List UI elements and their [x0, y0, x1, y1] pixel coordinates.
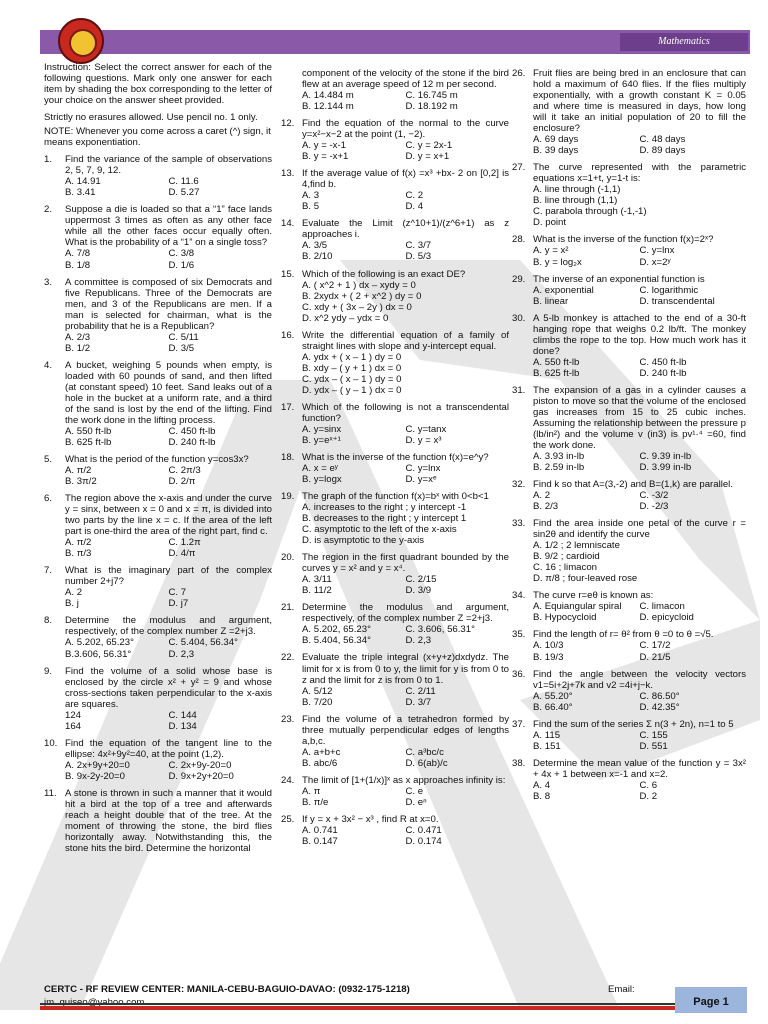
answer-choice: A. Equiangular spiral: [533, 601, 622, 613]
answer-choice: B. 9/2 ; cardioid: [533, 551, 600, 563]
question-item: [512, 385, 746, 473]
answer-choice: A. 0.741: [302, 824, 338, 836]
question-number: 29.: [512, 273, 526, 285]
question-number: 22.: [281, 652, 295, 664]
question-text: Determine the modulus and argument, respectively, of the complex number Z =2+j3.: [65, 615, 272, 638]
question-number: 25.: [281, 813, 295, 825]
answer-choice: B. 19/3: [533, 651, 564, 663]
answer-choice: 124: [65, 709, 82, 721]
answer-choice: C. 11.6: [168, 176, 199, 188]
question-number: 2.: [44, 204, 53, 216]
answer-choice: A. π: [302, 785, 321, 797]
answer-choice: D. 3/5: [168, 342, 195, 354]
answer-choice: A. ydx + ( x – 1 ) dy = 0: [302, 351, 402, 363]
question-text: The curve represented with the parametric equations x=1+t, y=1-t is:: [533, 162, 746, 185]
answer-choice: B. 7/20: [302, 696, 333, 708]
question-number: 8.: [44, 615, 53, 627]
answer-choice: C. 16.745 m: [405, 90, 458, 102]
answer-choice: D. 21/5: [639, 651, 671, 663]
answer-choice: D. y=xᵉ: [405, 474, 437, 486]
question-text: A 5-lb monkey is attached to the end of a 30-ft hanging rope that weighs 0.2 lb/ft. The monkey climbs the rope to the top. How much work has it done?: [533, 312, 746, 357]
question-item: [44, 788, 272, 854]
answer-choice: A. 3/5: [302, 240, 328, 252]
answer-choice: D. transcendental: [639, 295, 715, 307]
question-text: Write the differential equation of a family of straight lines with slope and y-intercept equal.: [302, 329, 509, 352]
question-item: [281, 452, 509, 485]
answer-choice: B. y = -x+1: [302, 151, 349, 163]
answer-choice: B. line through (1,1): [533, 195, 618, 207]
instruction-text: Instruction: Select the correct answer for each of the following questions. Mark only one answer for each item by shading the box corresponding to the letter of your choice on the answer sheet provided.: [44, 62, 272, 107]
question-text: Evaluate the Limit (z^10+1)/(z^6+1) as z approaches i.: [302, 218, 509, 241]
answer-choice: 164: [65, 720, 82, 732]
answer-choice: B. abc/6: [302, 757, 338, 769]
answer-choice: A. 14.91: [65, 176, 101, 188]
answer-choice: B. 3.41: [65, 187, 96, 199]
answer-choice: D. 240 ft-lb: [168, 436, 216, 448]
question-item: [281, 218, 509, 262]
answer-choice: B. 5.404, 56.34°: [302, 635, 371, 647]
question-text: component of the velocity of the stone if the bird flew at an average speed of 12 m per second.: [302, 68, 509, 91]
answer-choice: C. 5.404, 56.34°: [168, 637, 238, 649]
question-number: 17.: [281, 401, 295, 413]
answer-choice: B. 1/2: [65, 342, 91, 354]
question-item: [281, 714, 509, 769]
answer-choice: D. epicycloid: [639, 612, 694, 624]
question-item: [281, 552, 509, 596]
question-item: [281, 652, 509, 707]
question-item: [512, 758, 746, 802]
question-item: [281, 491, 509, 546]
answer-choice: B. 625 ft-lb: [65, 436, 112, 448]
answer-choice: A. increases to the right ; y intercept -1: [302, 502, 467, 514]
question-item: [281, 118, 509, 162]
answer-choice: B. y=logx: [302, 474, 342, 486]
question-text: The limit of [1+(1/x)]ˣ as x approaches infinity is:: [302, 774, 506, 786]
answer-choice: C. -3/2: [639, 490, 669, 502]
question-text: Which of the following is not a transcendental function?: [302, 401, 509, 424]
answer-choice: C. 2/11: [405, 685, 436, 697]
question-item: [281, 68, 509, 112]
question-number: 1.: [44, 154, 53, 166]
answer-choice: B. 1/8: [65, 259, 91, 271]
answer-choice: A. 4: [533, 779, 551, 791]
answer-choice: B. 2/10: [302, 251, 333, 263]
question-number: 38.: [512, 757, 526, 769]
question-number: 13.: [281, 168, 295, 180]
answer-choice: A. 3: [302, 190, 320, 202]
answer-choice: C. 450 ft-lb: [639, 356, 687, 368]
answer-choice: A. π/2: [65, 537, 92, 549]
answer-choice: A. y = x²: [533, 245, 569, 257]
question-number: 3.: [44, 276, 53, 288]
question-item: [44, 454, 272, 487]
question-number: 32.: [512, 479, 526, 491]
answer-choice: D. 134: [168, 720, 197, 732]
answer-choice: B. 2.59 in-lb: [533, 462, 585, 474]
answer-choice: C. 155: [639, 729, 668, 741]
answer-choice: C. 9.39 in-lb: [639, 451, 692, 462]
answer-choice: C. 2/15: [405, 574, 437, 586]
answer-choice: D. is asymptotic to the y-axis: [302, 535, 425, 547]
question-number: 31.: [512, 384, 526, 396]
question-number: 37.: [512, 718, 526, 730]
answer-choice: C. a³bc/c: [405, 746, 444, 758]
answer-choice: D. 89 days: [639, 145, 686, 157]
question-number: 12.: [281, 118, 295, 130]
question-number: 36.: [512, 668, 526, 680]
answer-choice: C. 3.606, 56.31°: [405, 624, 475, 636]
answer-choice: B. π/3: [65, 548, 92, 560]
question-text: What is the period of the function y=cos3x?: [65, 454, 249, 465]
answer-choice: C. 0.471: [405, 824, 442, 836]
erasure-note: Strictly no erasures allowed. Use pencil no. 1 only.: [44, 112, 258, 124]
answer-choice: C. y = 2x-1: [405, 140, 453, 152]
answer-choice: C. e: [405, 785, 424, 797]
question-item: [512, 590, 746, 623]
question-text: If the average value of f(x) =x³ +bx- 2 on [0,2] is 4,find b.: [302, 168, 509, 191]
question-text: A bucket, weighing 5 pounds when empty, is loaded with 60 pounds of sand, and then lifted (at constant speed) 10 feet. Sand leaks out of a hole in the bucket at a uniform rate, and a third of the sand is lost by the end of the lifting. Find the work done in the lifting process.: [65, 359, 272, 426]
answer-choice: A. 2: [533, 490, 551, 502]
subject-label: Mathematics: [620, 33, 748, 51]
answer-choice: D. 2/π: [168, 476, 196, 488]
question-item: [512, 518, 746, 584]
answer-choice: A. 10/3: [533, 640, 564, 652]
question-text: Find the equation of the normal to the curve y=x²−x−2 at the point (1, −2).: [302, 118, 509, 141]
question-text: Find the equation of the tangent line to the ellipse: 4x²+9y²=40, at the point (1,2).: [65, 737, 272, 760]
answer-choice: A. 5/12: [302, 685, 333, 697]
answer-choice: C. asymptotic to the left of the x-axis: [302, 524, 457, 536]
question-number: 23.: [281, 713, 295, 725]
question-item: [44, 277, 272, 354]
answer-choice: A. 69 days: [533, 134, 579, 146]
answer-choice: C. 86.50°: [639, 690, 680, 702]
answer-choice: B. π/e: [302, 796, 329, 808]
answer-choice: C. 3/8: [168, 248, 195, 260]
question-number: 16.: [281, 329, 295, 341]
answer-choice: D. y = x³: [405, 434, 442, 446]
answer-choice: D. 6(ab)/c: [405, 757, 448, 769]
question-text: Find the area inside one petal of the curve r = sin2θ and identify the curve: [533, 518, 746, 541]
answer-choice: A. 3.93 in-lb: [533, 451, 585, 462]
question-number: 19.: [281, 491, 295, 503]
question-item: [512, 669, 746, 713]
answer-choice: B. 66.40°: [533, 701, 573, 713]
answer-choice: C. 2: [405, 190, 424, 202]
question-item: [512, 313, 746, 379]
answer-choice: B. 0.147: [302, 835, 338, 847]
answer-choice: A. 55.20°: [533, 690, 573, 702]
answer-choice: D. 551: [639, 740, 668, 752]
answer-choice: A. 1/2 ; 2 lemniscate: [533, 540, 620, 552]
answer-choice: C. 5/11: [168, 331, 199, 343]
question-number: 27.: [512, 162, 526, 174]
question-item: [512, 274, 746, 307]
question-item: [44, 493, 272, 559]
question-number: 24.: [281, 774, 295, 786]
answer-choice: C. ydx – ( x – 1 ) dy = 0: [302, 373, 402, 385]
question-number: 28.: [512, 234, 526, 246]
question-text: Determine the modulus and argument, respectively, of the complex number Z =2+j3.: [302, 602, 509, 625]
answer-choice: D. 3/7: [405, 696, 432, 708]
question-number: 14.: [281, 218, 295, 230]
answer-choice: D. 18.192 m: [405, 101, 458, 113]
answer-choice: B. 11/2: [302, 585, 332, 597]
answer-choice: B. linear: [533, 295, 569, 307]
question-item: [281, 168, 509, 212]
question-item: [281, 602, 509, 646]
answer-choice: A. x = eʸ: [302, 463, 338, 474]
answer-choice: B. Hypocycloid: [533, 612, 597, 624]
answer-choice: B. 12.144 m: [302, 101, 354, 113]
answer-choice: D. x^2 ydy – ydx = 0: [302, 312, 389, 324]
answer-choice: C. 2π/3: [168, 465, 201, 477]
answer-choice: D. 3.99 in-lb: [639, 462, 692, 474]
question-item: [44, 154, 272, 198]
question-text: Find the length of r= θ² from θ =0 to θ =√5.: [533, 629, 714, 641]
footer-accent: [40, 1006, 690, 1010]
answer-choice: D. 42.35°: [639, 701, 680, 713]
question-text: The graph of the function f(x)=bˣ with 0<b<1: [302, 491, 489, 503]
answer-choice: A. line through (-1,1): [533, 184, 621, 196]
answer-choice: D. 4: [405, 201, 424, 213]
column-2: [281, 62, 509, 847]
question-number: 7.: [44, 565, 53, 577]
answer-choice: A. 2/3: [65, 331, 91, 343]
answer-choice: A. 7/8: [65, 248, 91, 260]
question-number: 4.: [44, 359, 53, 371]
answer-choice: A. 5.202, 65.23°: [302, 624, 371, 636]
answer-choice: B. 5: [302, 201, 320, 213]
answer-choice: B. j: [65, 598, 79, 610]
answer-choice: B. xdy – ( y + 1 ) dx = 0: [302, 362, 402, 374]
question-text: If y = x + 3x² − x³ , find R at x=0.: [302, 813, 439, 825]
answer-choice: A. 115: [533, 729, 561, 741]
question-number: [281, 68, 302, 90]
answer-choice: A. y = -x-1: [302, 140, 346, 152]
question-text: Which of the following is an exact DE?: [302, 268, 466, 280]
answer-choice: C. 3/7: [405, 240, 432, 252]
answer-choice: A. y=sinx: [302, 423, 342, 435]
column-3: [512, 62, 746, 802]
question-number: 21.: [281, 602, 295, 614]
answer-choice: B. 39 days: [533, 145, 579, 157]
answer-choice: B. 9x-2y-20=0: [65, 770, 125, 782]
question-item: [44, 615, 272, 659]
question-number: 5.: [44, 454, 53, 465]
answer-choice: C. parabola through (-1,-1): [533, 206, 647, 218]
answer-choice: B. 151: [533, 740, 561, 752]
question-text: Find the variance of the sample of observations 2, 5, 7, 9, 12.: [65, 154, 272, 177]
answer-choice: C. 48 days: [639, 134, 686, 146]
question-number: 10.: [44, 737, 58, 749]
question-number: 6.: [44, 493, 53, 505]
footer-text: CERTC - RF REVIEW CENTER: MANILA-CEBU-BAGUIO-DAVAO: (0932-175-1218): [44, 984, 410, 995]
answer-choice: D. 4/π: [168, 548, 196, 560]
answer-choice: D. j7: [168, 598, 189, 610]
answer-choice: A. 14.484 m: [302, 90, 354, 102]
answer-choice: D. point: [533, 217, 567, 229]
question-text: Suppose a die is loaded so that a “1” face lands uppermost 3 times as often as any other face while all the other faces occur equally often. What is the probability of a “1” on a single toss?: [65, 204, 272, 249]
answer-choice: C. y=lnx: [639, 245, 675, 257]
answer-choice: C. 1.2π: [168, 537, 201, 549]
answer-choice: D. 2,3: [168, 648, 195, 660]
question-text: The inverse of an exponential function is: [533, 273, 705, 285]
answer-choice: B. 8: [533, 790, 551, 802]
answer-choice: D. 3/9: [405, 585, 432, 597]
question-text: A stone is thrown in such a manner that it would hit a bird at the top of a tree and afterwards reach a height double that of the tree. At the moment of throwing the stone, the bird flies horizontally away. Notwithstanding this, the stone hits the bird. Determine the horizontal: [65, 787, 272, 854]
answer-choice: B. 625 ft-lb: [533, 367, 580, 379]
answer-choice: C. y=lnx: [405, 463, 441, 474]
answer-choice: B. y = log₂x: [533, 256, 582, 268]
answer-choice: D. 0.174: [405, 835, 442, 847]
answer-choice: D. ydx – ( y – 1 ) dx = 0: [302, 384, 402, 396]
header-bar: [40, 30, 750, 54]
answer-choice: A. 550 ft-lb: [533, 356, 580, 368]
answer-choice: C. 2x+9y-20=0: [168, 759, 232, 771]
question-text: Find the volume of a solid whose base is enclosed by the circle x² + y² = 9 and whose cross-sections taken perpendicular to the x-axis are squares.: [65, 665, 272, 710]
answer-choice: C. 7: [168, 587, 187, 599]
question-text: The region in the first quadrant bounded by the curves y = x² and y = x⁴.: [302, 552, 509, 575]
answer-choice: D. 5/3: [405, 251, 432, 263]
question-item: [281, 814, 509, 847]
logo-seal-icon: [69, 29, 97, 57]
answer-choice: A. a+b+c: [302, 746, 341, 758]
answer-choice: C. 450 ft-lb: [168, 425, 216, 437]
answer-choice: A. 2x+9y+20=0: [65, 759, 130, 771]
answer-choice: B. decreases to the right ; y intercept 1: [302, 513, 467, 525]
answer-choice: D. 2: [639, 790, 658, 802]
question-text: Find k so that A=(3,-2) and B=(1,k) are parallel.: [533, 479, 733, 491]
question-text: Fruit flies are being bred in an enclosure that can hold a maximum of 640 flies. If the flies multiply exponentially, with a growth constant K = 0.05 and where time is measured in days, how long will it take an initial population of 20 to fill the enclosure?: [533, 68, 746, 135]
question-item: [281, 330, 509, 396]
answer-choice: D. π/8 ; four-leaved rose: [533, 573, 638, 585]
answer-choice: A. 550 ft-lb: [65, 425, 112, 437]
question-item: [512, 629, 746, 662]
question-item: [512, 234, 746, 267]
question-item: [281, 269, 509, 324]
answer-choice: B.3.606, 56.31°: [65, 648, 132, 660]
question-number: 15.: [281, 268, 295, 280]
email-label: Email:: [608, 984, 635, 995]
answer-choice: A. 5.202, 65.23°: [65, 637, 134, 649]
question-number: 33.: [512, 518, 526, 530]
question-item: [512, 68, 746, 156]
question-number: 30.: [512, 312, 526, 324]
answer-choice: A. ( x^2 + 1 ) dx – xydy = 0: [302, 279, 416, 291]
question-item: [512, 719, 746, 752]
review-center-logo: [58, 18, 104, 64]
answer-choice: C. 144: [168, 709, 197, 721]
answer-choice: D. y = x+1: [405, 151, 450, 163]
answer-choice: D. 9x+2y+20=0: [168, 770, 234, 782]
question-number: 9.: [44, 665, 53, 677]
answer-choice: C. 16 ; limacon: [533, 562, 597, 574]
question-text: A committee is composed of six Democrats and five Republicans. Three of the Democrats are men, and 3 of the Republicans are men. If a man is selected for chairman, what is the probability that he is a Republican?: [65, 276, 272, 332]
question-text: What is the inverse of the function f(x)=e^y?: [302, 451, 489, 463]
question-number: 20.: [281, 552, 295, 564]
question-item: [44, 666, 272, 732]
answer-choice: B. y=eˣ⁺¹: [302, 434, 341, 446]
question-number: 35.: [512, 629, 526, 641]
answer-choice: C. logarithmic: [639, 284, 699, 296]
question-item: [281, 402, 509, 446]
answer-choice: B. 2/3: [533, 501, 559, 513]
answer-choice: D. 2,3: [405, 635, 432, 647]
question-item: [44, 204, 272, 270]
question-number: 26.: [512, 68, 526, 79]
question-text: What is the imaginary part of the complex number 2+j7?: [65, 565, 272, 588]
answer-choice: D. -2/3: [639, 501, 669, 513]
caret-note: NOTE: Whenever you come across a caret (^) sign, it means exponentiation.: [44, 126, 271, 149]
answer-choice: A. π/2: [65, 465, 92, 477]
question-item: [512, 162, 746, 228]
answer-choice: D. 240 ft-lb: [639, 367, 687, 379]
question-item: [281, 775, 509, 808]
answer-choice: D. eⁿ: [405, 796, 427, 808]
question-item: [44, 360, 272, 448]
answer-choice: C. limacon: [639, 601, 685, 613]
question-text: Evaluate the triple integral (x+y+z)dxdydz. The limit for x is from 0 to y, the limit for y is from 0 to z and the limit for z is from 0 to 1.: [302, 652, 509, 686]
answer-choice: C. xdy + ( 3x – 2y ) dx = 0: [302, 301, 412, 313]
page-number: Page 1: [675, 987, 747, 1013]
question-number: 34.: [512, 590, 526, 602]
question-number: 11.: [44, 787, 57, 799]
question-text: Find the sum of the series Σ n(3 + 2n), n=1 to 5: [533, 718, 734, 730]
column-1: [44, 62, 272, 854]
answer-choice: D. x=2ʸ: [639, 256, 671, 268]
question-text: Determine the mean value of the function y = 3x² + 4x + 1 between x=-1 and x=2.: [533, 757, 746, 780]
question-text: Find the angle between the velocity vectors v1=5i+2j+7k and v2 =4i+j−k.: [533, 668, 746, 691]
question-text: The region above the x-axis and under the curve y = sinx, between x = 0 and x = π, is divided into two parts by the line x = c. If the area of the left part is one-third the area of the right part, find c.: [65, 493, 272, 538]
answer-choice: A. 3/11: [302, 574, 332, 586]
answer-choice: A. 2: [65, 587, 83, 599]
question-item: [44, 738, 272, 782]
answer-choice: B. 2xydx + ( 2 + x^2 ) dy = 0: [302, 290, 422, 302]
answer-choice: D. 1/6: [168, 259, 195, 271]
question-text: The curve r=eθ is known as:: [533, 590, 654, 602]
answer-choice: D. 5.27: [168, 187, 200, 199]
question-text: Find the volume of a tetrahedron formed by three mutually perpendicular edges of lengths a,b,c.: [302, 713, 509, 747]
footer-rule: [40, 1003, 690, 1005]
answer-choice: C. 17/2: [639, 640, 671, 652]
answer-choice: C. y=tanx: [405, 423, 447, 435]
question-text: What is the inverse of the function f(x)=2ˣ?: [533, 234, 714, 246]
question-text: The expansion of a gas in a cylinder causes a piston to move so that the volume of the enclosed gas increases from 15 to 25 cubic inches. Assuming the relationship between the pressure p (lb/in²) and the volume v (in3) is pv¹·⁴ =60, find the work done.: [533, 384, 746, 451]
answer-choice: C. 6: [639, 779, 658, 791]
answer-choice: B. 3π/2: [65, 476, 97, 488]
question-number: 18.: [281, 451, 295, 463]
question-item: [44, 565, 272, 609]
question-item: [512, 479, 746, 512]
answer-choice: A. exponential: [533, 284, 594, 296]
